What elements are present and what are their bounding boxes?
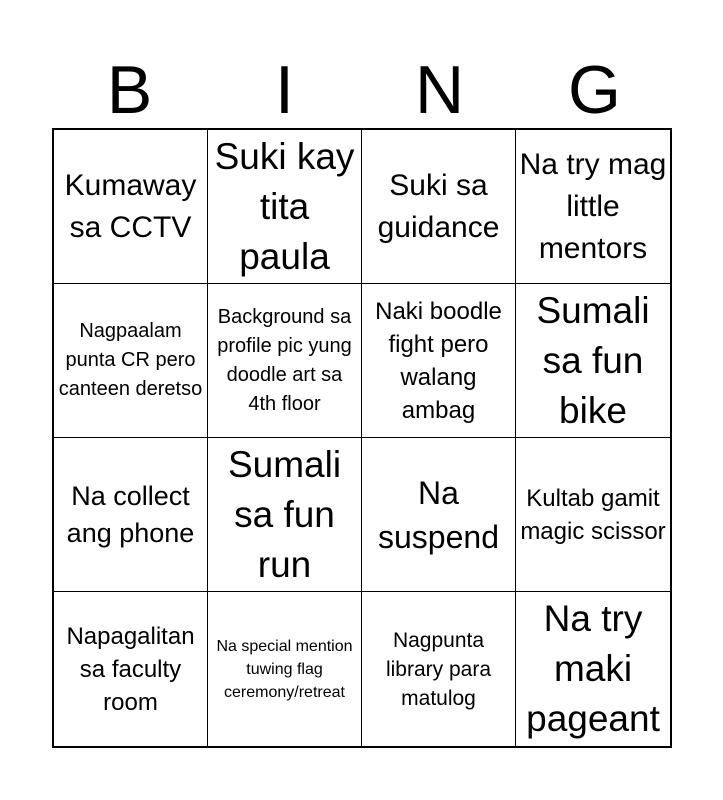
bingo-cell[interactable] bbox=[516, 592, 670, 746]
bingo-cell-text: Suki kay tita paula bbox=[214, 135, 355, 277]
header-letter-i: I bbox=[275, 52, 294, 128]
bingo-cell[interactable] bbox=[516, 130, 670, 284]
bingo-cell-text: Nagpunta library para matulog bbox=[385, 628, 492, 710]
bingo-cell-text: Background sa profile pic yung doodle art sa 4th floor bbox=[217, 305, 352, 415]
bingo-cell[interactable] bbox=[362, 130, 516, 284]
bingo-cell[interactable] bbox=[54, 130, 208, 284]
bingo-cell-text: Suki sa guidance bbox=[377, 168, 500, 244]
bingo-cell-text: Sumali sa fun bike bbox=[536, 289, 650, 431]
bingo-cell-text: Na try maki pageant bbox=[526, 598, 660, 739]
bingo-cell-text: Nagpaalam punta CR pero canteen deretso bbox=[58, 320, 203, 400]
bingo-header bbox=[52, 52, 672, 128]
bingo-cell[interactable] bbox=[54, 284, 208, 438]
bingo-cell-text: Na suspend bbox=[378, 474, 499, 555]
bingo-cell-text: Na try mag little mentors bbox=[519, 147, 667, 265]
header-letter-g: G bbox=[568, 52, 621, 128]
bingo-cell[interactable] bbox=[208, 284, 362, 438]
bingo-cell[interactable] bbox=[208, 438, 362, 592]
bingo-cell-text: Sumali sa fun run bbox=[227, 443, 342, 585]
bingo-cell-text: Naki boodle fight pero walang ambag bbox=[375, 297, 502, 424]
bingo-cell[interactable] bbox=[362, 592, 516, 746]
bingo-board bbox=[52, 128, 672, 748]
bingo-cell[interactable] bbox=[208, 592, 362, 746]
bingo-cell-text: Na collect ang phone bbox=[66, 480, 195, 548]
bingo-cell[interactable] bbox=[516, 438, 670, 592]
bingo-cell[interactable] bbox=[54, 592, 208, 746]
header-letter-n: N bbox=[414, 52, 465, 128]
bingo-cell[interactable] bbox=[362, 438, 516, 592]
bingo-cell-text: Kultab gamit magic scissor bbox=[520, 484, 666, 545]
bingo-cell-text: Na special mention tuwing flag ceremony/retreat bbox=[216, 637, 353, 701]
bingo-cell[interactable] bbox=[362, 284, 516, 438]
bingo-cell[interactable] bbox=[516, 284, 670, 438]
bingo-cell-text: Kumaway sa CCTV bbox=[64, 168, 197, 244]
bingo-cell[interactable] bbox=[208, 130, 362, 284]
header-letter-b: B bbox=[106, 52, 153, 128]
bingo-cell-text: Napagalitan sa faculty room bbox=[66, 622, 195, 716]
bingo-cell[interactable] bbox=[54, 438, 208, 592]
